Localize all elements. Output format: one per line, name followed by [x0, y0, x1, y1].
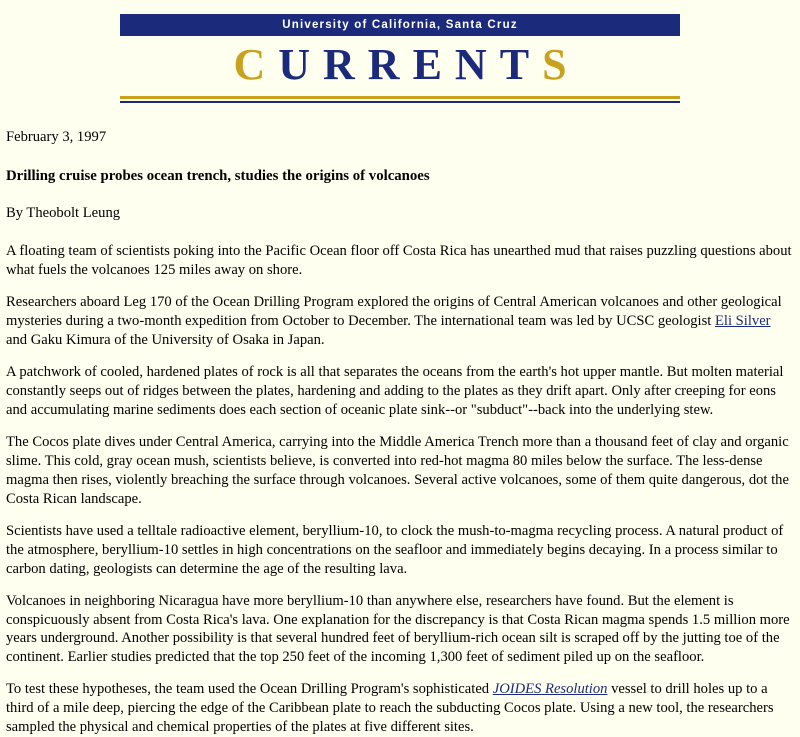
- paragraph-text-before-link: To test these hypotheses, the team used the Ocean Drilling Program's sophisticated: [6, 681, 493, 698]
- article-paragraph: A patchwork of cooled, hardened plates of rock is all that separates the oceans from the earth's hot upper mantle. But molten material constantly seeps out of ridges between the plates, hardening and adding to the plates as they drift apart. Only after creeping for eons and accumulating marine sediments does each section of oceanic plate sink--or "subduct"--back into the underlying stew.: [6, 363, 784, 418]
- currents-wordmark: [120, 36, 680, 94]
- article-paragraph-joides: [6, 680, 794, 737]
- currents-letter-t: T: [499, 40, 543, 89]
- article-paragraph: A floating team of scientists poking into the Pacific Ocean floor off Costa Rica has unearthed mud that raises puzzling questions about what fuels the volcanoes 125 miles away on shore.: [6, 243, 792, 278]
- article-paragraph: The Cocos plate dives under Central America, carrying into the Middle America Trench more than a thousand feet of clay and organic slime. This cold, gray ocean mush, scientists believe, is converted into red-hot magma 80 miles below the surface. The less-dense magma then rises, violently breaching the surface through volcanoes. Several active volcanoes, some of them quite dangerous, dot the Costa Rican landscape.: [6, 433, 789, 507]
- blue-divider: [120, 101, 680, 103]
- paragraph-text-after-link: and Gaku Kimura of the University of Osaka in Japan.: [6, 331, 325, 348]
- paragraph-text-before-link: Researchers aboard Leg 170 of the Ocean Drilling Program explored the origins of Central American volcanoes and other geological mysteries during a two-month expedition from October to December. The international team was led by UCSC geologist: [6, 293, 782, 329]
- currents-letter-s: S: [542, 40, 580, 89]
- currents-letter-r1: R: [323, 40, 368, 89]
- masthead-inner: [120, 14, 680, 103]
- article-paragraph-leg170: [6, 293, 794, 350]
- article-paragraph: Scientists have used a telltale radioactive element, beryllium-10, to clock the mush-to-magma recycling process. A natural product of the atmosphere, beryllium-10 settles in high concentrations on the seafloor and immediately begins decaying. In a process similar to carbon dating, geologists can determine the age of the resulting lava.: [6, 522, 784, 577]
- article-body: [0, 129, 800, 737]
- article-headline: Drilling cruise probes ocean trench, studies the origins of volcanoes: [6, 168, 430, 184]
- university-banner: University of California, Santa Cruz: [120, 14, 680, 36]
- article-paragraph: Volcanoes in neighboring Nicaragua have more beryllium-10 than anywhere else, researchers have found. But the element is conspicuously absent from Costa Rica's lava. One explanation for the discrepancy is that Costa Rican magma spends 1.5 million more years underground. Another possibility is that several hundred feet of beryllium-rich ocean silt is scraped off by the jutting toe of the continent. Earlier studies predicted that the top 250 feet of the incoming 1,300 feet of sediment piled up on the seafloor.: [6, 592, 790, 666]
- currents-letter-u: U: [278, 40, 323, 89]
- masthead: [0, 0, 800, 103]
- currents-letter-n: N: [454, 40, 500, 89]
- currents-letter-c: C: [233, 40, 279, 89]
- currents-letter-r2: R: [367, 40, 413, 89]
- paragraph-text-after-link: vessel to drill holes up to a third of a mile deep, piercing the edge of the Caribbean plate to reach the subducting Cocos plate. Using a new tool, the researchers sampled the physical and chemical properties of the plates at five different sites.: [6, 681, 774, 736]
- article-byline: By Theobolt Leung: [6, 205, 121, 221]
- currents-logo: [120, 36, 680, 96]
- currents-letter-e: E: [412, 40, 455, 89]
- eli-silver-link[interactable]: Eli Silver: [715, 312, 771, 329]
- gold-divider: [120, 96, 680, 99]
- article-date: February 3, 1997: [6, 129, 107, 145]
- joides-resolution-link[interactable]: JOIDES Resolution: [492, 681, 608, 698]
